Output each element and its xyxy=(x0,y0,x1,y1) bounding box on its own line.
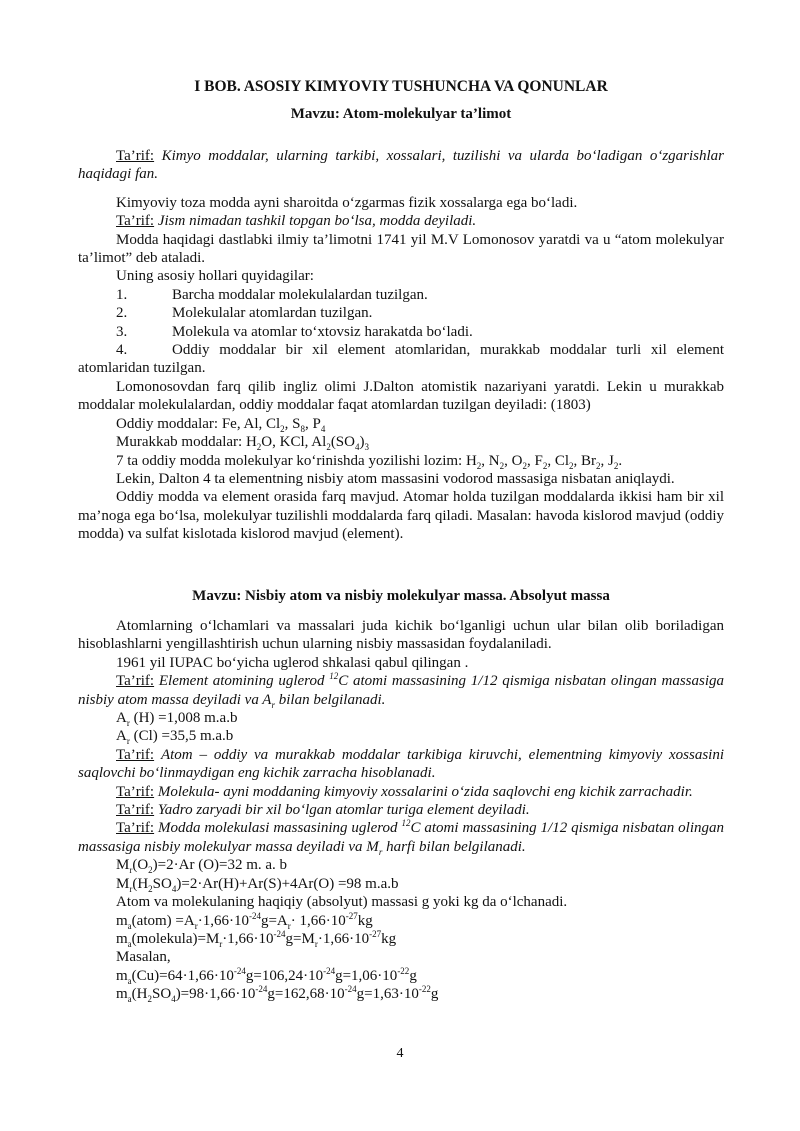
paragraph-absolute-mass: Atom va molekulaning haqiqiy (absolyut) massasi g yoki kg da o‘lchanadi. xyxy=(116,894,568,911)
paragraph-substance-vs-element: Oddiy modda va element orasida farq mavjud. Atomar holda tuzilgan moddalarda ikkisi ham bir xil ma’noga ega bo‘lsa, molekulyar tuzilishli moddalarda farq qiladi. Masalan: havoda kislorod mavjud (oddiy modda) va sulfat kislotada kislorod mavjud (element). xyxy=(78,489,724,543)
formula-mr-sulfuric-acid: $M_r(H_2SO_4)=2\cdot Ar(H)+Ar(S)+4Ar(O) =98$ m.a.b xyxy=(116,875,399,894)
chapter-title: I BOB. ASOSIY KIMYOVIY TUSHUNCHA VA QONUNLAR xyxy=(194,78,608,95)
definition-molecule: Ta’rif: Molekula- ayni moddaning kimyoviy xossalarini o‘zida saqlovchi eng kichik zarrachadir. xyxy=(116,783,693,800)
list-item: 1. Barcha moddalar molekulalardan tuzilgan. xyxy=(116,286,428,303)
list-item: 3. Molekula va atomlar to‘xtovsiz harakatda bo‘ladi. xyxy=(116,323,473,340)
paragraph-main-points: Uning asosiy hollari quyidagilar: xyxy=(116,268,314,285)
formula-molecule-mass: $m_a(molekula)=M_r\cdot 1,66\cdot 10^{-24}g=M_r\cdot 1,66\cdot 10^{-27}kg$ xyxy=(116,928,397,949)
paragraph-lomonosov: Modda haqidagi dastlabki ilmiy ta’limotni 1741 yil M.V Lomonosov yaratdi va u “atom molekulyar ta’limot” deb ataladi. xyxy=(78,231,724,267)
formula-mr-oxygen: $M_r(O_2)=2\cdot Ar$ (O)=32 m. a. b xyxy=(116,857,288,876)
paragraph-example: Masalan, xyxy=(116,949,171,966)
definition-atom: Ta’rif: Atom – oddiy va murakkab moddalar tarkibiga kiruvchi, elementning kimyoviy xossasini saqlovchi bo‘linmaydigan eng kichik zarracha hisoblanadi. xyxy=(78,746,724,782)
example-ar-chlorine: $A_r$ (Cl) =35,5 m.a.b xyxy=(116,728,234,747)
paragraph-dalton-mass: Lekin, Dalton 4 ta elementning nisbiy atom massasini vodorod massasiga nisbatan aniqlaydi. xyxy=(116,470,675,487)
definition-element: Ta’rif: Yadro zaryadi bir xil bo‘lgan atomlar turiga element deyiladi. xyxy=(116,802,530,819)
definition-relative-atomic-mass: Ta’rif: Element atomining uglerod $^{12}$C atomi massasining 1/12 qismiga nisbatan olingan massasiga nisbiy atom massa deyiladi va $A_r$ bilan belgilanadi. xyxy=(78,671,725,710)
formula-complex-substances: Murakkab moddalar: $H_2O$, KCl, $Al_2(SO_4)_3$ xyxy=(116,434,369,453)
section-atom-molecular-theory xyxy=(78,147,724,544)
page-number: 4 xyxy=(396,1046,404,1061)
paragraph-pure-substance: Kimyoviy toza modda ayni sharoitda o‘zgarmas fizik xossalarga ega bo‘ladi. xyxy=(116,194,578,211)
example-ar-hydrogen: $A_r$ (H) =1,008 m.a.b xyxy=(116,710,238,729)
example-sulfuric-acid-mass: $m_a(H_2SO_4)=98\cdot 1,66\cdot 10^{-24}g=162,68\cdot 10^{-24}g=1,63\cdot 10^{-22}g$ xyxy=(116,984,439,1005)
definition-substance: Ta’rif: Jism nimadan tashkil topgan bo‘lsa, modda deyiladi. xyxy=(116,213,477,230)
definition-chemistry: Ta’rif: Kimyo moddalar, ularning tarkibi, xossalari, tuzilishi va ularda bo‘ladigan o‘zgarishlar haqidagi fan. xyxy=(78,148,725,183)
paragraph-atom-sizes: Atomlarning o‘lchamlari va massalari juda kichik bo‘lganligi uchun ular bilan olib boriladigan hisoblashlarni yengillashtirish uchun ularning nisbiy massasidan foydalaniladi. xyxy=(78,618,724,653)
topic-title-relative-mass: Mavzu: Nisbiy atom va nisbiy molekulyar massa. Absolyut massa xyxy=(192,588,610,604)
list-item: 2. Molekulalar atomlardan tuzilgan. xyxy=(116,305,373,322)
paragraph-iupac: 1961 yil IUPAC bo‘yicha uglerod shkalasi qabul qilingan . xyxy=(116,654,469,671)
section-relative-mass xyxy=(78,617,724,1004)
formula-simple-substances: Oddiy moddalar: Fe, Al, $Cl_2$, $S_8$, $P_4$ xyxy=(116,415,326,434)
paragraph-dalton: Lomonosovdan farq qilib ingliz olimi J.Dalton atomistik nazariyani yaratdi. Lekin u murakkab moddalar molekulalardan, oddiy moddalar faqat atomlardan tuzilgan deyiladi: (1803) xyxy=(78,378,724,414)
formula-atom-mass: $m_a(atom) =A_r\cdot 1,66\cdot 10^{-24}g=A_r\cdot 1,66\cdot 10^{-27}kg$ xyxy=(116,910,373,931)
example-copper-mass: $m_a(Cu)=64\cdot 1,66\cdot 10^{-24}g=106,24\cdot 10^{-24}g=1,06\cdot 10^{-22}g$ xyxy=(116,965,417,986)
formula-diatomic-molecules: 7 ta oddiy modda molekulyar ko‘rinishda yozilishi lozim: $H_2$, $N_2$, $O_2$, $F_2$, $Cl_2$, $Br_2$, $J_2$. xyxy=(116,452,623,471)
definition-relative-molecular-mass: Ta’rif: Modda molekulasi massasining uglerod $^{12}$C atomi massasining 1/12 qismiga nisbatan olingan massasiga nisbiy molekulyar massa deyiladi va $M_r$ harfi bilan belgilanadi. xyxy=(78,818,724,857)
list-item: 4. Oddiy moddalar bir xil element atomlaridan, murakkab moddalar turli xil element atomlaridan tuzilgan. xyxy=(78,342,724,377)
topic-title-atom-molecular: Mavzu: Atom-molekulyar ta’limot xyxy=(290,106,512,122)
